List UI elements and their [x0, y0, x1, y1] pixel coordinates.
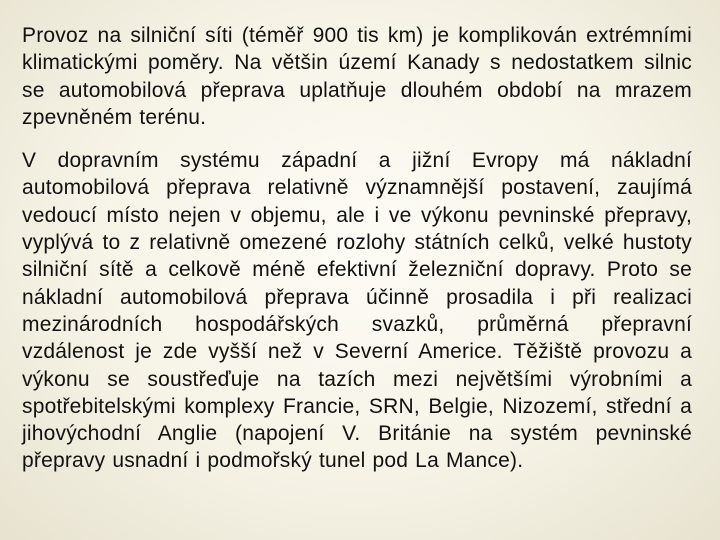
paragraph-canada-roads: Provoz na silniční síti (téměř 900 tis km) je komplikován extrémními klimatickými poměry. Na většin území Kanady s nedostatkem silnic se automobilová přeprava uplatňuje dlouhém období na mrazem zpevněném terénu.	[22, 24, 692, 129]
paragraph-europe-transport: V dopravním systému západní a jižní Evropy má nákladní automobilová přeprava relativně významnější postavení, zaujímá vedoucí místo nejen v objemu, ale i ve výkonu pevninské přepravy, vyplývá to z relativně omezené rozlohy státních celků, velké hustoty silniční sítě a celkově méně efektivní železniční dopravy. Proto se nákladní automobilová přeprava účinně prosadila i při realizaci mezinárodních hospodářských svazků, průměrná přepravní vzdálenost je zde vyšší než v Severní Americe. Těžiště provozu a výkonu se soustřeďuje na tazích mezi největšími výrobními a spotřebitelskými komplexy Francie, SRN, Belgie, Nizozemí, střední a jihovýchodní Anglie (napojení V. Británie na systém pevninské přepravy usnadní i podmořský tunel pod La Mance).	[22, 149, 692, 473]
